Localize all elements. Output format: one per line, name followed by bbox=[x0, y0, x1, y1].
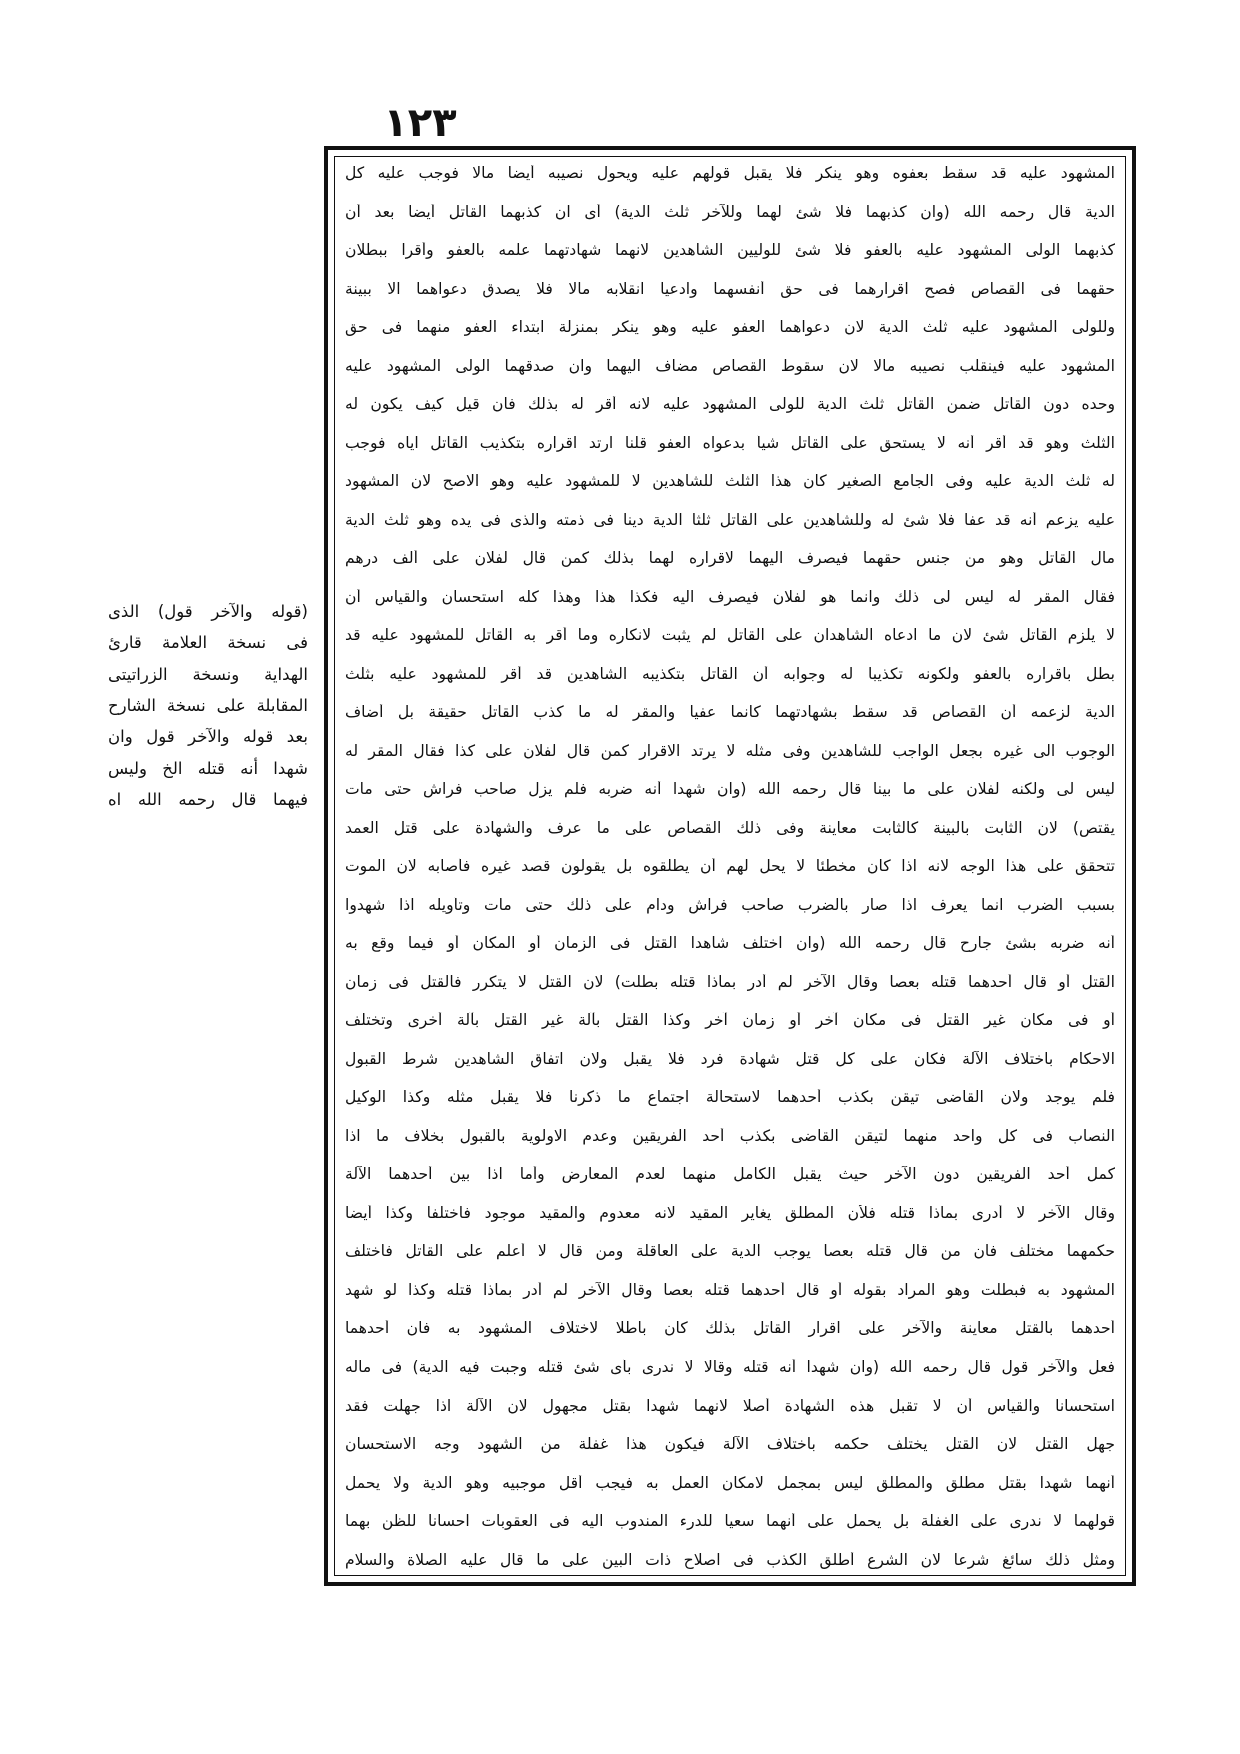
text-line: تتحقق على هذا الوجه لانه اذا كان مخطئا لا يحل لهم أن يطلقوه بل يقولون قصد غيره فأصابه لان الموت bbox=[345, 858, 1115, 876]
text-line: حكمهما مختلف فان من قال قتله بعصا يوجب الدية على العاقلة ومن قال لا أعلم على القاتل فاختلف bbox=[345, 1243, 1115, 1261]
text-line: الوجوب الى غيره بجعل الواجب للشاهدين وفى مثله لا يرتد الاقرار كمن قال لفلان على كذا فقال المقر له bbox=[345, 742, 1115, 760]
text-line: فعل والآخر قول قال رحمه الله (وان شهدا أنه قتله وقالا لا ندرى بأى شئ قتله وجبت فيه الدية) فى ماله bbox=[345, 1358, 1115, 1376]
margin-note-line: فيهما قال رحمه الله اه bbox=[108, 790, 308, 810]
text-line: استحسانا والقياس أن لا تقبل هذه الشهادة أصلا لانهما شهدا بقتل مجهول لان الآلة اذا جهلت فقد bbox=[345, 1397, 1115, 1415]
text-line: أحدهما بالقتل معاينة والآخر على اقرار القاتل بذلك كان باطلا لاختلاف المشهود به فان أحدهما bbox=[345, 1320, 1115, 1338]
text-line: كذبهما الولى المشهود عليه بالعفو فلا شئ للوليين الشاهدين لانهما شهادتهما علمه بالعفو وأقرا ببطلان bbox=[345, 242, 1115, 260]
text-line: وقال الآخر لا أدرى بماذا قتله فلأن المطلق يغاير المقيد لانه معدوم والمقيد موجود فاختلفا وكذا أيضا bbox=[345, 1204, 1115, 1222]
text-line: بطل باقراره بالعفو ولكونه تكذيبا له وجوابه أن القاتل بتكذيبه الشاهدين قد أقر للمشهود عليه بثلث bbox=[345, 665, 1115, 683]
text-line: وللولى المشهود عليه ثلث الدية لان دعواهما العفو عليه وهو ينكر بمنزلة ابتداء العفو منهما فى حق bbox=[345, 319, 1115, 337]
text-line: الثلث وهو قد أقر أنه لا يستحق على القاتل شيأ بدعواه العفو قلنا ارتد اقراره بتكذيب القاتل اياه فوجب bbox=[345, 434, 1115, 452]
text-line: المشهود عليه قد سقط بعفوه وهو ينكر فلا يقبل قولهم عليه ويحول نصيبه أيضا مالا فوجب عليه كل bbox=[345, 165, 1115, 182]
text-line: فلم يوجد ولان القاضى تيقن بكذب أحدهما لاستحالة اجتماع ما ذكرنا فلا يقبل مثله وكذا الوكيل bbox=[345, 1089, 1115, 1107]
text-line: فقال المقر له ليس لى ذلك وانما هو لفلان فيصرف اليه فكذا هذا وهذا كله استحسان والقياس أن bbox=[345, 588, 1115, 606]
text-line: القتل أو قال أحدهما قتله بعصا وقال الآخر لم أدر بماذا قتله بطلت) لان القتل لا يتكرر فالقتل فى زمان bbox=[345, 973, 1115, 991]
main-text-block bbox=[345, 165, 1115, 1569]
text-line: أنهما شهدا بقتل مطلق والمطلق ليس بمجمل لامكان العمل به فيجب أقل موجبيه وهو الدية ولا يحمل bbox=[345, 1474, 1115, 1492]
text-line: الدية لزعمه أن القصاص قد سقط بشهادتهما كانما عفيا والمقر له ما كذب القاتل حقيقة بل أضاف bbox=[345, 704, 1115, 722]
text-line: يقتص) لان الثابت بالبينة كالثابت معاينة وفى ذلك القصاص على ما عرف والشهادة على قتل العمد bbox=[345, 819, 1115, 837]
page-number: ١٢٣ bbox=[383, 100, 457, 146]
margin-note-line: فى نسخة العلامة قارئ bbox=[108, 633, 308, 653]
text-line: مال القاتل وهو من جنس حقهما فيصرف اليهما لاقراره لهما بذلك كمن قال لفلان على ألف درهم bbox=[345, 550, 1115, 568]
text-line: ليس لى ولكنه لفلان على ما بينا قال رحمه الله (وان شهدا أنه ضربه فلم يزل صاحب فراش حتى مات bbox=[345, 781, 1115, 799]
text-line: قولهما لا ندرى على الغفلة بل يحمل على أنهما سعيا للدرء المندوب اليه فى العقوبات احسانا للظن بهما bbox=[345, 1513, 1115, 1531]
text-line: النصاب فى كل واحد منهما لتيقن القاضى بكذب أحد الفريقين وعدم الاولوية بالقبول بخلاف ما اذا bbox=[345, 1127, 1115, 1145]
text-line: له ثلث الدية عليه وفى الجامع الصغير كان هذا الثلث للشاهدين لا للمشهود عليه وهو الاصح لان المشهود bbox=[345, 473, 1115, 491]
text-line: كمل أحد الفريقين دون الآخر حيث يقبل الكامل منهما لعدم المعارض وأما اذا بين أحدهما الآلة bbox=[345, 1166, 1115, 1184]
page-frame-inner bbox=[334, 156, 1126, 1576]
text-line: لا يلزم القاتل شئ لان ما ادعاه الشاهدان على القاتل لم يثبت لانكاره وما أقر به القاتل للمشهود عليه قد bbox=[345, 627, 1115, 645]
margin-note-line: بعد قوله والآخر قول وان bbox=[108, 727, 308, 747]
margin-note bbox=[108, 596, 308, 815]
text-line: وحده دون القاتل ضمن القاتل ثلث الدية للولى المشهود عليه لانه أقر له بذلك فان قيل كيف يكون له bbox=[345, 396, 1115, 414]
text-line: الدية قال رحمه الله (وان كذبهما فلا شئ لهما وللآخر ثلث الدية) أى ان كذبهما القاتل أيضا بعد أن bbox=[345, 203, 1115, 221]
text-line: حقهما فى القصاص فصح اقرارهما فى حق أنفسهما وادعيا انقلابه مالا فلا يصدق دعواهما الا ببينة bbox=[345, 280, 1115, 298]
margin-note-line: الهداية ونسخة الزراتيتى bbox=[108, 664, 308, 684]
text-line: أنه ضربه بشئ جارح قال رحمه الله (وان اختلف شاهدا القتل فى الزمان أو المكان أو فيما وقع به bbox=[345, 935, 1115, 953]
text-line: بسبب الضرب انما يعرف اذا صار بالضرب صاحب فراش ودام على ذلك حتى مات وتأويله اذا شهدوا bbox=[345, 896, 1115, 914]
margin-note-line: شهدا أنه قتله الخ وليس bbox=[108, 758, 308, 778]
text-line: الاحكام باختلاف الآلة فكان على كل قتل شهادة فرد فلا يقبل ولان اتفاق الشاهدين شرط القبول bbox=[345, 1050, 1115, 1068]
text-line: المشهود عليه فينقلب نصيبه مالا لان سقوط القصاص مضاف اليهما وان صدقهما الولى المشهود عليه bbox=[345, 357, 1115, 375]
text-line: المشهود به فبطلت وهو المراد بقوله أو قال أحدهما قتله بعصا وقال الآخر لم أدر بماذا قتله وكذا لو شهد bbox=[345, 1281, 1115, 1299]
text-line: أو فى مكان غير القتل فى مكان آخر أو زمان آخر وكذا القتل بآلة غير القتل بآلة أخرى وتختلف bbox=[345, 1012, 1115, 1030]
text-line: ومثل ذلك سائغ شرعا لان الشرع أطلق الكذب فى اصلاح ذات البين على ما قال عليه الصلاة والسلام bbox=[345, 1551, 1115, 1569]
margin-note-line: (قوله والآخر قول) الذى bbox=[108, 602, 308, 621]
text-line: جهل القتل لان القتل يختلف حكمه باختلاف الآلة فيكون هذا غفلة من الشهود وجه الاستحسان bbox=[345, 1436, 1115, 1454]
text-line: عليه يزعم أنه قد عفا فلا شئ له وللشاهدين على القاتل ثلثا الدية دينا فى ذمته والذى فى يده وهو ثلث الدية bbox=[345, 511, 1115, 529]
margin-note-line: المقابلة على نسخة الشارح bbox=[108, 696, 308, 716]
